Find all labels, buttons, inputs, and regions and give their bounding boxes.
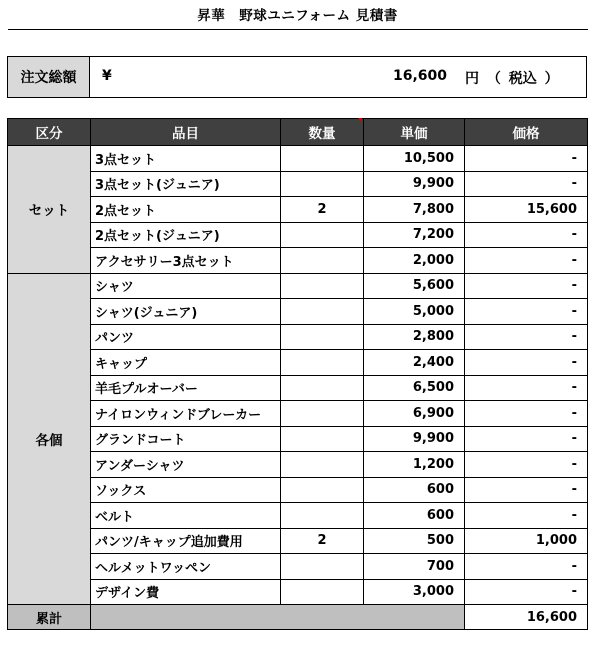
header-item: 品目: [91, 119, 281, 146]
item-name: ヘルメットワッペン: [91, 554, 281, 580]
item-name: 2点セット: [91, 197, 281, 223]
order-total-amount: 16,600: [393, 68, 448, 84]
item-name: シャツ(ジュニア): [91, 299, 281, 325]
total-row: [8, 605, 588, 630]
price-cell: -: [465, 222, 588, 248]
unit-price-cell: 700: [364, 554, 465, 580]
item-name: パンツ/キャップ追加費用: [91, 528, 281, 554]
price-cell: -: [465, 554, 588, 580]
title-underline: [8, 29, 588, 30]
unit-price-cell: 10,500: [364, 146, 465, 172]
price-cell: -: [465, 248, 588, 274]
quantity-cell: 2: [281, 197, 364, 223]
comment-indicator: [358, 118, 362, 122]
table-row: [8, 197, 588, 223]
price-cell: -: [465, 299, 588, 325]
item-name: 3点セット(ジュニア): [91, 171, 281, 197]
quantity-cell: [281, 273, 364, 299]
unit-price-cell: 3,000: [364, 579, 465, 605]
quantity-cell: [281, 375, 364, 401]
item-name: 2点セット(ジュニア): [91, 222, 281, 248]
item-name: グランドコート: [91, 426, 281, 452]
unit-price-cell: 7,800: [364, 197, 465, 223]
quantity-cell: [281, 350, 364, 376]
document-title: 昇華 野球ユニフォーム 見積書: [197, 8, 398, 24]
unit-price-cell: 600: [364, 503, 465, 529]
price-cell: -: [465, 401, 588, 427]
item-name: キャップ: [91, 350, 281, 376]
unit-price-cell: 6,900: [364, 401, 465, 427]
price-cell: -: [465, 375, 588, 401]
item-name: ベルト: [91, 503, 281, 529]
quantity-cell: [281, 299, 364, 325]
unit-price-cell: 600: [364, 477, 465, 503]
header-unit-price: 単価: [364, 119, 465, 146]
unit-price-cell: 7,200: [364, 222, 465, 248]
table-row: [8, 248, 588, 274]
item-name: シャツ: [91, 273, 281, 299]
price-cell: -: [465, 477, 588, 503]
category-cell: 各個: [8, 273, 91, 605]
quantity-cell: [281, 171, 364, 197]
order-total-value-cell: [90, 57, 587, 98]
item-name: アンダーシャツ: [91, 452, 281, 478]
unit-price-cell: 2,800: [364, 324, 465, 350]
table-row: [8, 222, 588, 248]
item-name: デザイン費: [91, 579, 281, 605]
unit-price-cell: 1,200: [364, 452, 465, 478]
quantity-cell: 2: [281, 528, 364, 554]
total-label: 累計: [8, 605, 91, 630]
unit-price-cell: 9,900: [364, 426, 465, 452]
price-cell: -: [465, 452, 588, 478]
price-cell: -: [465, 273, 588, 299]
table-row: [8, 452, 588, 478]
quantity-cell: [281, 324, 364, 350]
quantity-cell: [281, 426, 364, 452]
item-name: ソックス: [91, 477, 281, 503]
table-row: [8, 503, 588, 529]
quantity-cell: [281, 477, 364, 503]
header-price: 価格: [465, 119, 588, 146]
unit-price-cell: 5,000: [364, 299, 465, 325]
price-cell: 1,000: [465, 528, 588, 554]
table-row: [8, 350, 588, 376]
item-name: 羊毛プルオーバー: [91, 375, 281, 401]
price-cell: -: [465, 146, 588, 172]
quantity-cell: [281, 401, 364, 427]
estimate-table: [7, 118, 588, 630]
table-row: [8, 299, 588, 325]
price-cell: -: [465, 503, 588, 529]
quantity-cell: [281, 452, 364, 478]
quantity-cell: [281, 222, 364, 248]
header-category: 区分: [8, 119, 91, 146]
header-quantity: 数量: [281, 119, 364, 146]
category-cell: セット: [8, 146, 91, 274]
table-row: [8, 146, 588, 172]
order-total-label: 注文総額: [8, 57, 90, 98]
unit-price-cell: 500: [364, 528, 465, 554]
table-row: [8, 579, 588, 605]
table-row: [8, 324, 588, 350]
table-row: [8, 171, 588, 197]
unit-price-cell: 2,000: [364, 248, 465, 274]
table-row: [8, 426, 588, 452]
table-header-row: [8, 119, 588, 146]
order-total-box: [7, 56, 587, 98]
quantity-cell: [281, 554, 364, 580]
table-row: [8, 273, 588, 299]
table-row: [8, 477, 588, 503]
order-total-unit: 円 （ 税込 ）: [465, 71, 559, 87]
price-cell: 15,600: [465, 197, 588, 223]
unit-price-cell: 5,600: [364, 273, 465, 299]
quantity-cell: [281, 146, 364, 172]
unit-price-cell: 6,500: [364, 375, 465, 401]
table-row: [8, 375, 588, 401]
unit-price-cell: 9,900: [364, 171, 465, 197]
item-name: アクセサリー3点セット: [91, 248, 281, 274]
price-cell: -: [465, 579, 588, 605]
currency-symbol: ¥: [102, 68, 112, 84]
quantity-cell: [281, 503, 364, 529]
total-value: 16,600: [465, 605, 588, 630]
item-name: パンツ: [91, 324, 281, 350]
price-cell: -: [465, 426, 588, 452]
price-cell: -: [465, 350, 588, 376]
price-cell: -: [465, 324, 588, 350]
table-row: [8, 401, 588, 427]
item-name: ナイロンウィンドブレーカー: [91, 401, 281, 427]
price-cell: -: [465, 171, 588, 197]
item-name: 3点セット: [91, 146, 281, 172]
quantity-cell: [281, 248, 364, 274]
table-row: [8, 554, 588, 580]
table-row: [8, 528, 588, 554]
total-filler: [91, 605, 465, 630]
unit-price-cell: 2,400: [364, 350, 465, 376]
quantity-cell: [281, 579, 364, 605]
